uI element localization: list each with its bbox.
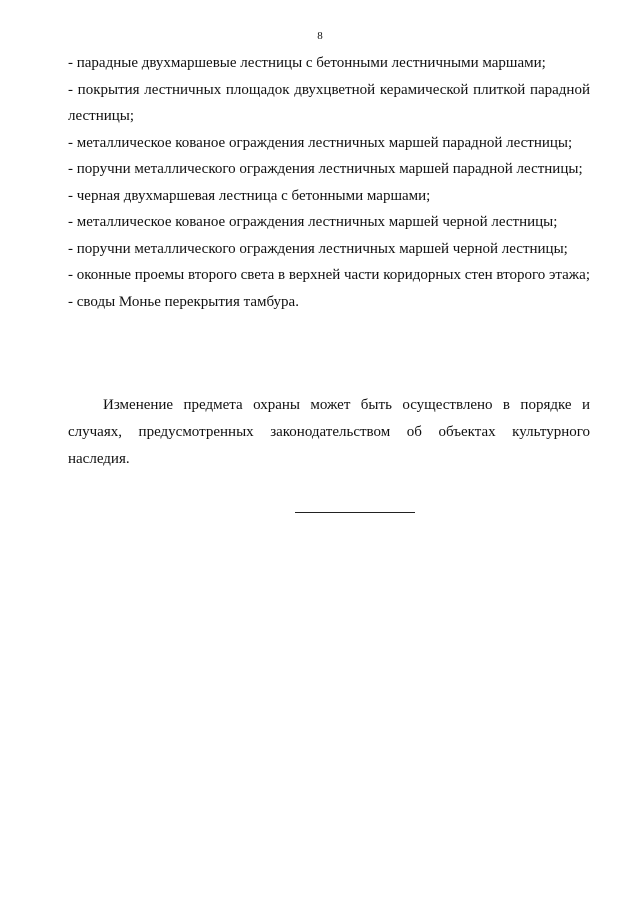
closing-paragraph: Изменение предмета охраны может быть осуществлено в порядке и случаях, предусмотренных законодательством об объектах культурного наследия.	[68, 397, 590, 467]
list-item: - металлическое кованое ограждения лестничных маршей черной лестницы;	[68, 214, 558, 230]
list-item: - поручни металлического ограждения лестничных маршей черной лестницы;	[68, 240, 568, 257]
list-item: - парадные двухмаршевые лестницы с бетонными лестничными маршами;	[68, 55, 546, 71]
protection-items-list	[68, 50, 590, 315]
end-rule	[295, 512, 415, 513]
list-item: - оконные проемы второго света в верхней части коридорных стен второго этажа;	[68, 267, 590, 283]
list-item: - поручни металлического ограждения лестничных маршей парадной лестницы;	[68, 161, 583, 177]
list-item: - металлическое кованое ограждения лестничных маршей парадной лестницы;	[68, 134, 573, 151]
page-number: 8	[317, 30, 323, 42]
list-item: - покрытия лестничных площадок двухцветной керамической плиткой парадной лестницы;	[68, 81, 590, 124]
list-item: - черная двухмаршевая лестница с бетонными маршами;	[68, 187, 431, 204]
list-item: - своды Монье перекрытия тамбура.	[68, 293, 299, 310]
